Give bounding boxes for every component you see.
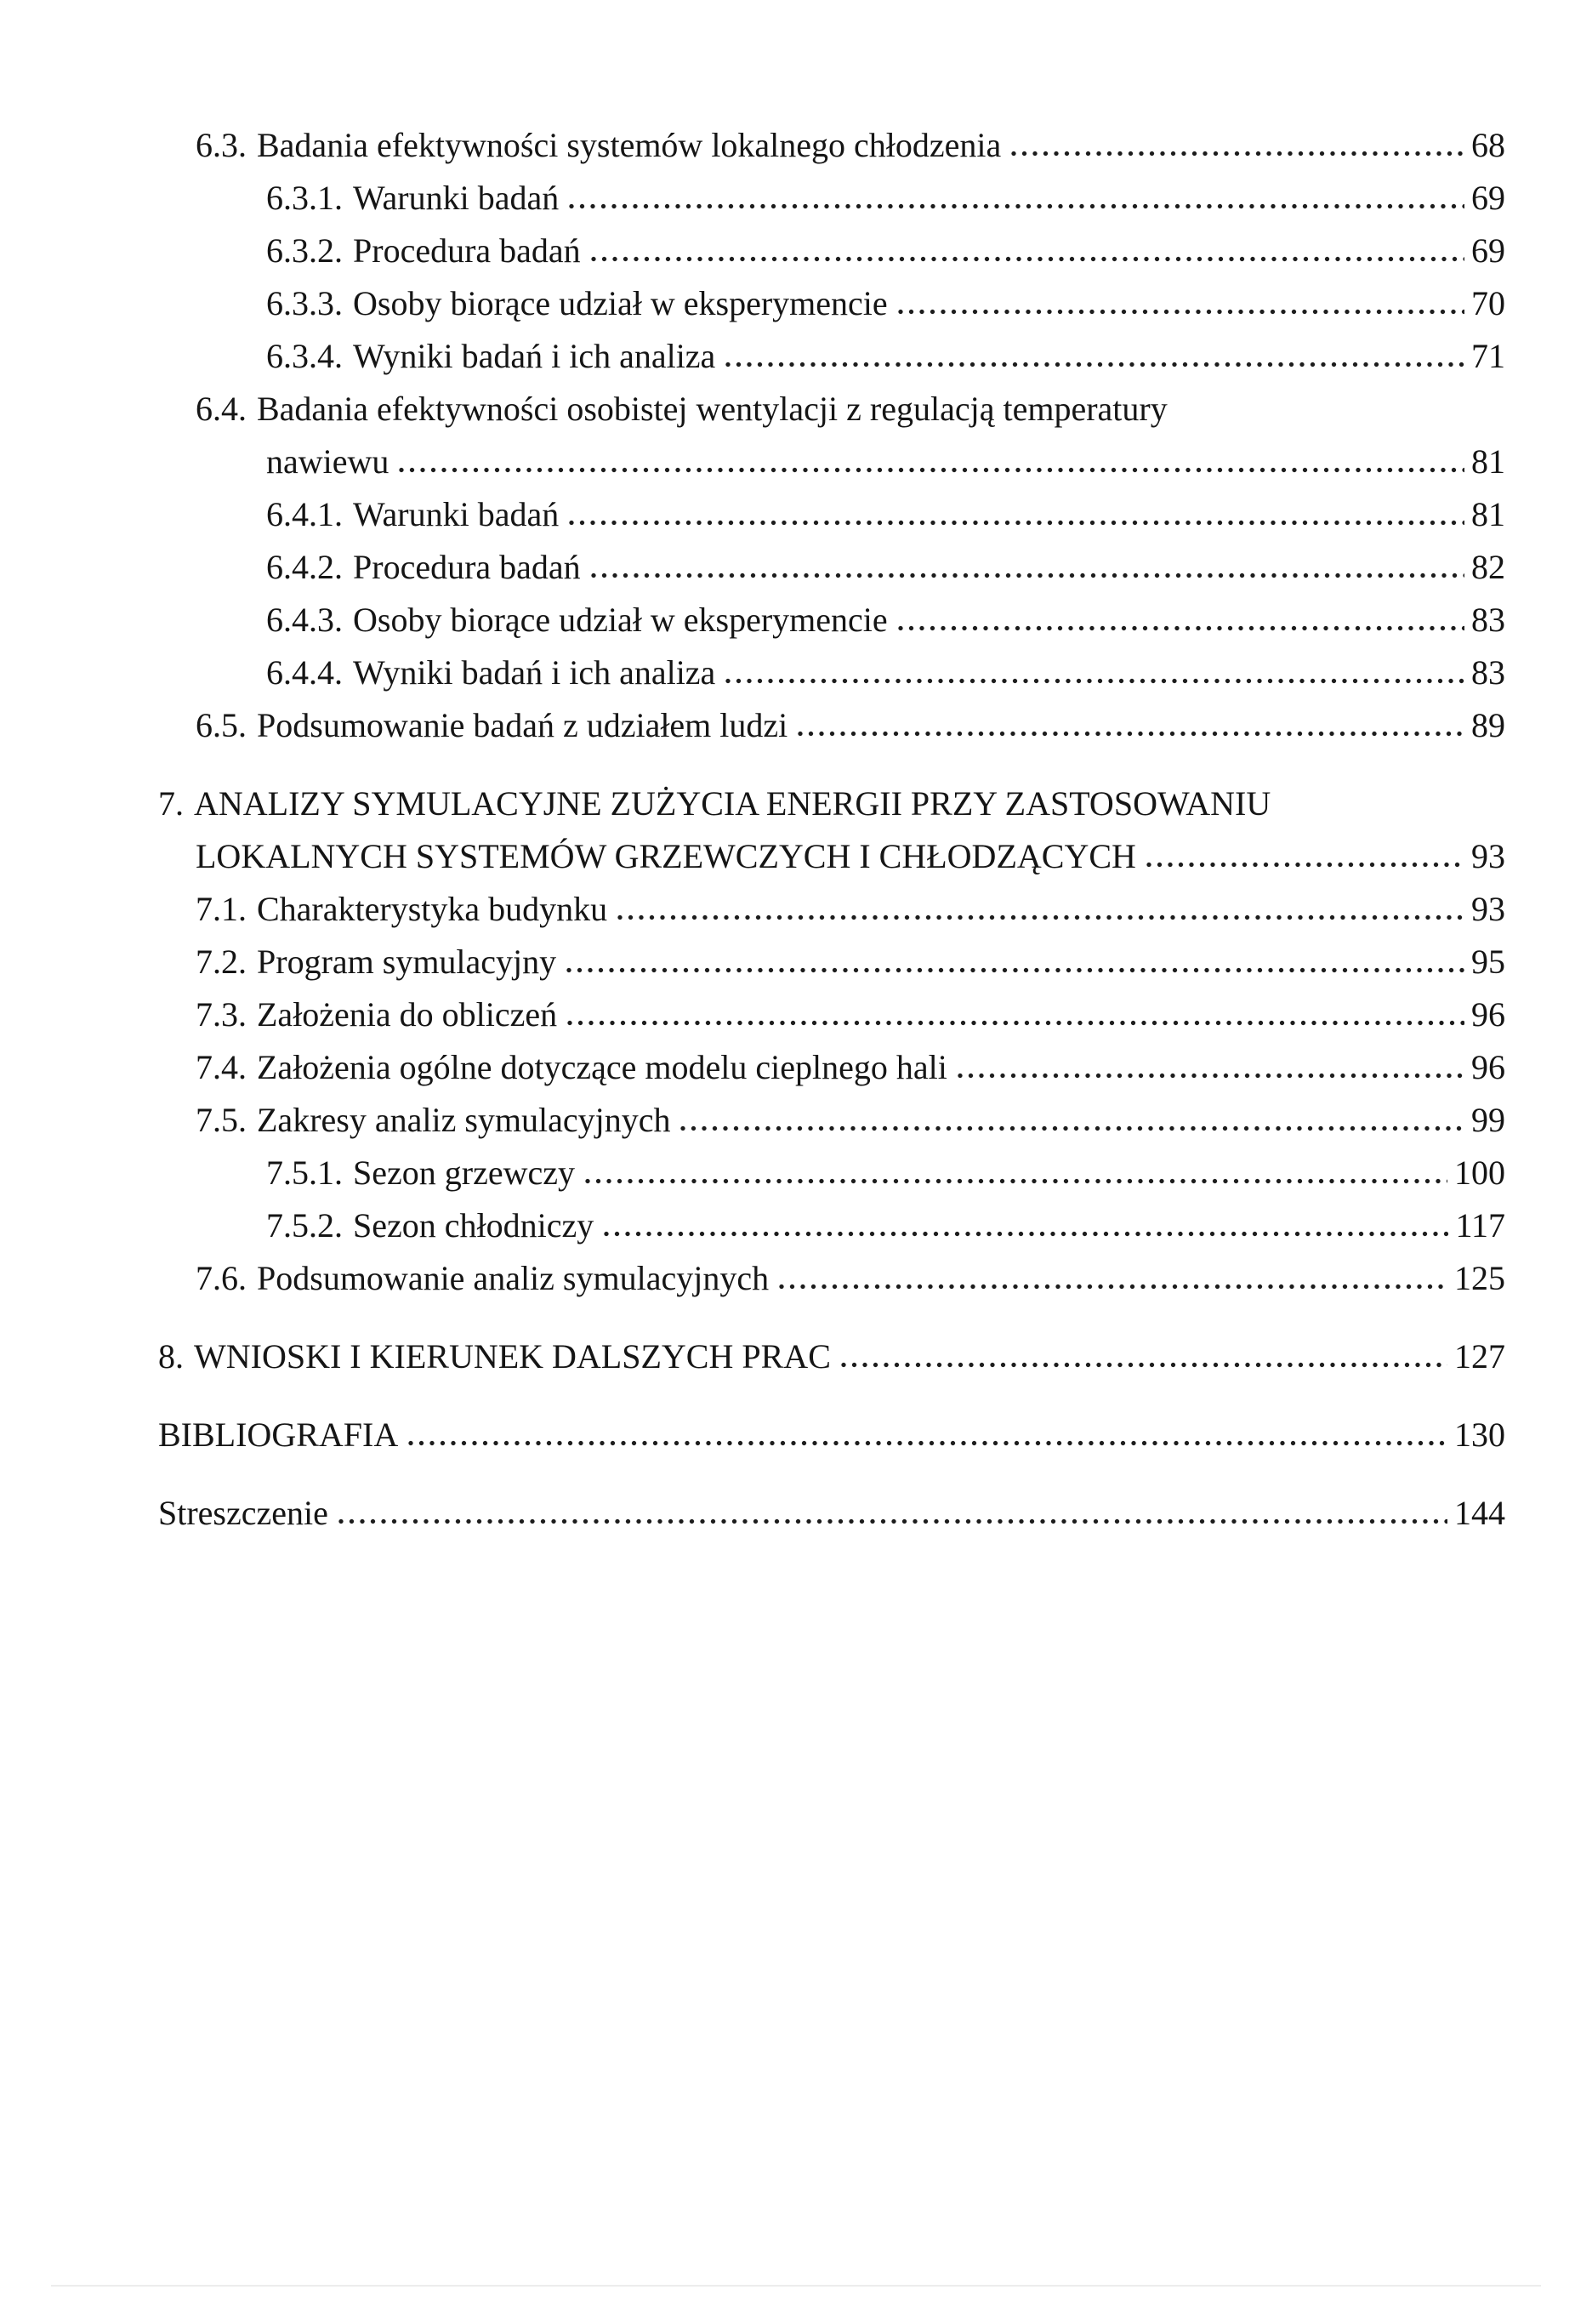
toc-entry-number: 6.4.2. <box>266 548 343 586</box>
toc-leader-dots <box>958 1071 1464 1079</box>
toc-entry <box>158 1094 1505 1147</box>
toc-entry-text <box>158 778 1271 830</box>
toc-entry-page: 95 <box>1471 943 1505 981</box>
toc-entry-title: Badania efektywności osobistej wentylacji z regulacją temperatury <box>257 390 1168 428</box>
toc-entry-number: 6.4.3. <box>266 601 343 639</box>
toc-entry-text <box>158 1487 328 1540</box>
toc-entry-title: Warunki badań <box>353 179 560 217</box>
toc-entry <box>158 277 1505 330</box>
toc-entry <box>158 1147 1505 1199</box>
toc-entry-text <box>196 1041 947 1094</box>
toc-entry-number: 7.4. <box>196 1048 247 1086</box>
toc-leader-dots <box>841 1360 1447 1368</box>
toc-leader-dots <box>898 624 1464 631</box>
toc-entry <box>158 594 1505 647</box>
toc-entry <box>158 647 1505 699</box>
toc-entry-page: 96 <box>1471 995 1505 1034</box>
toc-entry-number: 7.2. <box>196 943 247 981</box>
toc-entry-title: nawiewu <box>266 442 389 481</box>
toc-entry-text <box>266 647 715 699</box>
toc-entry-title: Założenia ogólne dotyczące modelu cieplnego hali <box>257 1048 947 1086</box>
toc-entry-number: 6.3.4. <box>266 337 343 375</box>
toc-entry-title: Osoby biorące udział w eksperymencie <box>353 601 888 639</box>
toc-entry-title: Zakresy analiz symulacyjnych <box>257 1101 671 1139</box>
toc-leader-dots <box>725 676 1464 684</box>
toc-leader-dots <box>617 913 1464 920</box>
toc-entry-title: Sezon grzewczy <box>353 1153 575 1192</box>
toc-entry-page: 82 <box>1471 548 1505 586</box>
toc-entry <box>158 1041 1505 1094</box>
toc-leader-dots <box>585 1176 1447 1184</box>
toc-entry-text <box>196 883 607 936</box>
toc-entry-text <box>266 225 581 277</box>
toc-leader-dots <box>408 1438 1447 1446</box>
toc-entry-text <box>196 936 556 988</box>
toc-entry <box>158 1409 1505 1461</box>
toc-entry-text <box>196 988 557 1041</box>
toc-entry-text <box>158 1409 398 1461</box>
toc-entry-number: 6.3.1. <box>266 179 343 217</box>
toc-entry-page: 125 <box>1454 1259 1505 1297</box>
toc-entry <box>158 699 1505 752</box>
toc-entry-title: Osoby biorące udział w eksperymencie <box>353 284 888 322</box>
toc-entry <box>158 119 1505 172</box>
toc-entry-page: 70 <box>1471 284 1505 322</box>
toc-entry-text <box>266 594 888 647</box>
toc-entry-title: Program symulacyjny <box>257 943 557 981</box>
toc-entry-number: 6.3. <box>196 126 247 164</box>
toc-leader-dots <box>566 965 1464 973</box>
toc-list <box>158 119 1505 1540</box>
toc-entry <box>158 225 1505 277</box>
toc-entry-page: 130 <box>1454 1415 1505 1454</box>
toc-entry-title: LOKALNYCH SYSTEMÓW GRZEWCZYCH I CHŁODZĄCYCH <box>196 837 1136 875</box>
toc-entry <box>158 778 1505 830</box>
toc-entry <box>158 1487 1505 1540</box>
toc-entry-number: 6.3.3. <box>266 284 343 322</box>
toc-entry-title: Sezon chłodniczy <box>353 1206 594 1245</box>
toc-entry <box>158 1252 1505 1305</box>
toc-entry-text <box>196 383 1168 436</box>
toc-leader-dots <box>399 465 1464 473</box>
toc-entry <box>158 383 1505 436</box>
toc-entry <box>158 883 1505 936</box>
toc-entry-number: 8. <box>158 1337 184 1376</box>
toc-entry-number: 7.5.2. <box>266 1206 343 1245</box>
toc-entry-number: 6.3.2. <box>266 231 343 270</box>
toc-entry <box>158 830 1505 883</box>
toc-entry-title: Warunki badań <box>353 495 560 533</box>
toc-leader-dots <box>569 518 1464 526</box>
toc-leader-dots <box>798 729 1464 737</box>
toc-entry-page: 89 <box>1471 706 1505 744</box>
toc-leader-dots <box>898 307 1464 315</box>
toc-entry-page: 83 <box>1471 653 1505 692</box>
toc-entry-text <box>266 277 888 330</box>
toc-entry-page: 96 <box>1471 1048 1505 1086</box>
toc-entry-text <box>196 119 1001 172</box>
toc-entry-page: 83 <box>1471 601 1505 639</box>
toc-entry <box>158 1330 1505 1383</box>
toc-entry <box>158 1199 1505 1252</box>
toc-leader-dots <box>725 360 1464 367</box>
toc-leader-dots <box>569 202 1464 209</box>
toc-entry-title: Podsumowanie analiz symulacyjnych <box>257 1259 770 1297</box>
scan-edge-artifact <box>51 2285 1541 2287</box>
toc-entry-number: 7. <box>158 784 184 823</box>
toc-entry-text <box>266 436 389 488</box>
toc-entry-page: 81 <box>1471 495 1505 533</box>
toc-entry-page: 81 <box>1471 442 1505 481</box>
toc-entry-text <box>196 1094 670 1147</box>
toc-entry-number: 7.6. <box>196 1259 247 1297</box>
toc-entry-title: ANALIZY SYMULACYJNE ZUŻYCIA ENERGII PRZY ZASTOSOWANIU <box>194 784 1271 823</box>
toc-entry-title: BIBLIOGRAFIA <box>158 1415 399 1454</box>
toc-entry <box>158 330 1505 383</box>
toc-entry <box>158 172 1505 225</box>
toc-entry <box>158 436 1505 488</box>
toc-entry-page: 93 <box>1471 837 1505 875</box>
toc-entry-text <box>266 541 581 594</box>
toc-entry-number: 6.5. <box>196 706 247 744</box>
toc-entry <box>158 541 1505 594</box>
toc-entry-title: Procedura badań <box>353 548 581 586</box>
toc-entry-title: Charakterystyka budynku <box>257 890 608 928</box>
toc-entry-page: 93 <box>1471 890 1505 928</box>
toc-entry-text <box>196 830 1136 883</box>
toc-entry-title: Streszczenie <box>158 1494 328 1532</box>
toc-leader-dots <box>567 1018 1464 1026</box>
toc-leader-dots <box>779 1282 1447 1290</box>
toc-entry-number: 7.1. <box>196 890 247 928</box>
toc-entry-page: 100 <box>1454 1153 1505 1192</box>
toc-leader-dots <box>591 254 1464 262</box>
toc-entry-text <box>196 1252 769 1305</box>
toc-entry-number: 6.4.1. <box>266 495 343 533</box>
toc-entry-page: 127 <box>1454 1337 1505 1376</box>
toc-entry-number: 6.4.4. <box>266 653 343 692</box>
toc-entry-number: 7.5.1. <box>266 1153 343 1192</box>
toc-entry-page: 71 <box>1471 337 1505 375</box>
toc-entry-title: WNIOSKI I KIERUNEK DALSZYCH PRAC <box>194 1337 831 1376</box>
toc-entry-page: 144 <box>1454 1494 1505 1532</box>
toc-entry-title: Badania efektywności systemów lokalnego chłodzenia <box>257 126 1002 164</box>
toc-entry <box>158 488 1505 541</box>
toc-entry-text <box>266 330 715 383</box>
toc-leader-dots <box>591 571 1464 578</box>
toc-entry-title: Założenia do obliczeń <box>257 995 558 1034</box>
toc-entry-title: Podsumowanie badań z udziałem ludzi <box>257 706 788 744</box>
toc-leader-dots <box>1146 860 1464 868</box>
toc-entry-page: 68 <box>1471 126 1505 164</box>
toc-leader-dots <box>604 1229 1448 1237</box>
toc-leader-dots <box>1011 149 1464 157</box>
toc-entry-page: 69 <box>1471 231 1505 270</box>
toc-entry-number: 7.3. <box>196 995 247 1034</box>
toc-entry-page: 99 <box>1471 1101 1505 1139</box>
toc-entry-text <box>266 172 559 225</box>
toc-entry-text <box>158 1330 831 1383</box>
toc-entry-page: 117 <box>1455 1206 1505 1245</box>
toc-entry-page: 69 <box>1471 179 1505 217</box>
toc-entry <box>158 936 1505 988</box>
toc-entry-text <box>266 1147 575 1199</box>
toc-leader-dots <box>338 1517 1447 1524</box>
toc-entry-text <box>266 1199 594 1252</box>
toc-entry-text <box>266 488 559 541</box>
toc-entry-title: Wyniki badań i ich analiza <box>353 337 716 375</box>
toc-entry-title: Wyniki badań i ich analiza <box>353 653 716 692</box>
toc-leader-dots <box>680 1124 1464 1131</box>
toc-entry-text <box>196 699 788 752</box>
toc-entry-title: Procedura badań <box>353 231 581 270</box>
toc-entry <box>158 988 1505 1041</box>
toc-entry-number: 6.4. <box>196 390 247 428</box>
toc-entry-number: 7.5. <box>196 1101 247 1139</box>
